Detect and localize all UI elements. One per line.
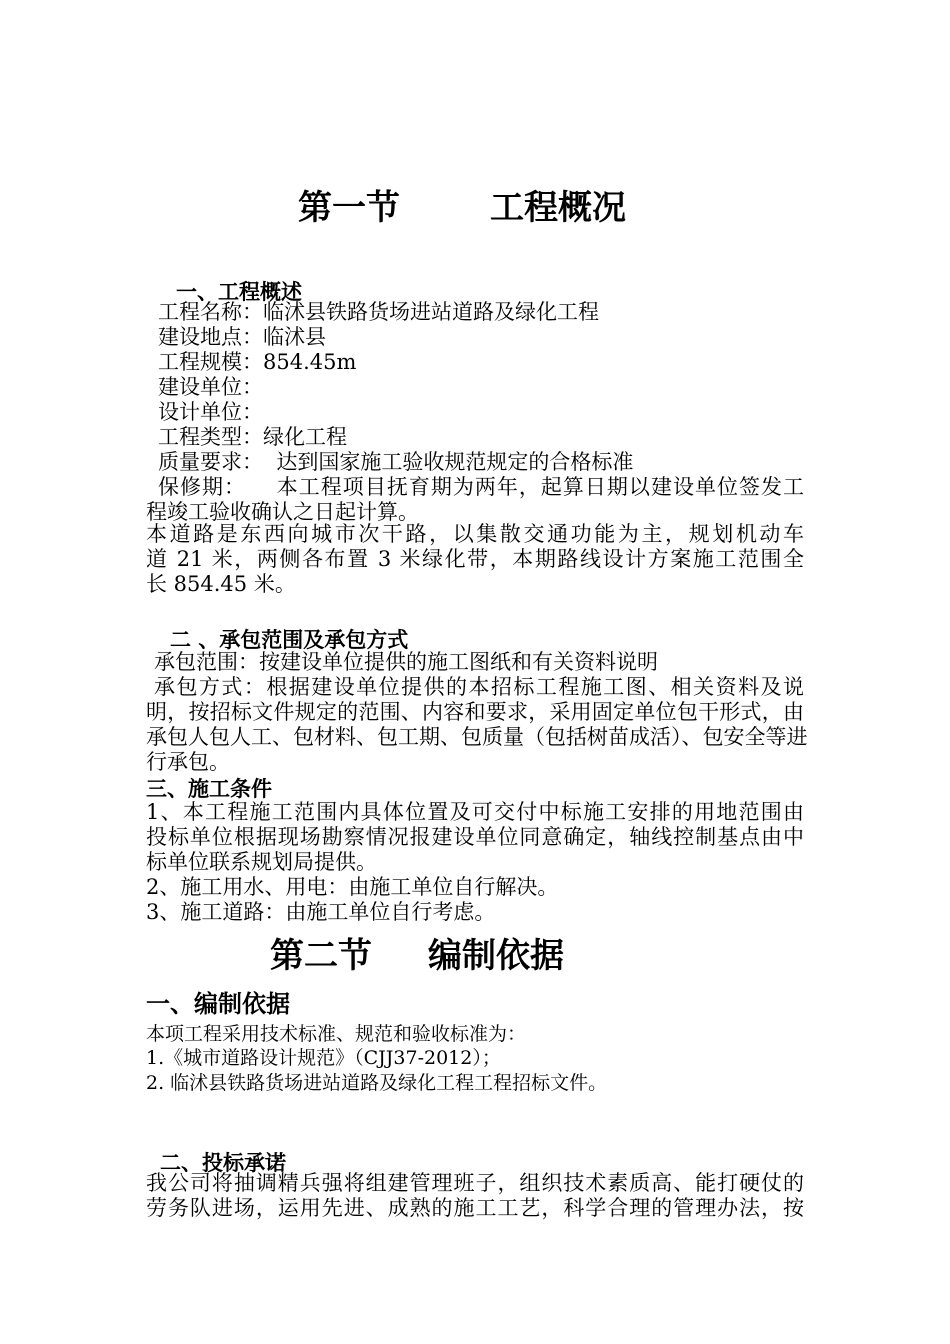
designer-line: 设计单位： bbox=[158, 400, 263, 424]
condition-1-line-1: 1、本工程施工范围内具体位置及可交付中标施工安排的用地范围由 bbox=[146, 800, 804, 824]
heading-basis: 一、编制依据 bbox=[146, 990, 290, 1018]
quality-line: 质量要求： 达到国家施工验收规范规定的合格标准 bbox=[158, 450, 634, 474]
section-1-title: 工程概况 bbox=[490, 188, 626, 228]
scale-line: 工程规模：854.45m bbox=[158, 350, 357, 374]
basis-item-2: 2. 临沭县铁路货场进站道路及绿化工程工程招标文件。 bbox=[146, 1072, 608, 1094]
location-line: 建设地点：临沭县 bbox=[158, 325, 326, 349]
section-2-title: 编制依据 bbox=[428, 936, 564, 976]
condition-1-line-2: 投标单位根据现场勘察情况报建设单位同意确定，轴线控制基点由中 bbox=[146, 825, 804, 849]
heading-project-overview: 一、工程概述 bbox=[176, 280, 302, 304]
heading-construction-conditions: 三、施工条件 bbox=[146, 777, 272, 801]
method-line-4: 行承包。 bbox=[146, 750, 230, 774]
heading-bid-commitment: 二、投标承诺 bbox=[160, 1151, 286, 1175]
warranty-line: 保修期： 本工程项目抚育期为两年，起算日期以建设单位签发工 bbox=[158, 475, 804, 499]
commitment-line-1: 我公司将抽调精兵强将组建管理班子，组织技术素质高、能打硬仗的 bbox=[146, 1171, 804, 1195]
project-name-line: 工程名称：临沭县铁路货场进站道路及绿化工程 bbox=[158, 300, 599, 324]
basis-item-1: 1.《城市道路设计规范》（CJJ37-2012）； bbox=[146, 1047, 501, 1069]
owner-line: 建设单位： bbox=[158, 375, 263, 399]
condition-2-line: 2、施工用水、用电：由施工单位自行解决。 bbox=[146, 875, 559, 899]
commitment-line-2: 劳务队进场，运用先进、成熟的施工工艺，科学合理的管理办法，按 bbox=[146, 1196, 804, 1220]
condition-3-line: 3、施工道路：由施工单位自行考虑。 bbox=[146, 900, 496, 924]
basis-intro-line: 本项工程采用技术标准、规范和验收标准为： bbox=[146, 1023, 527, 1045]
condition-1-line-3: 标单位联系规划局提供。 bbox=[146, 850, 377, 874]
heading-contract-scope: 二 、承包范围及承包方式 bbox=[170, 628, 409, 652]
section-2-number: 第二节 bbox=[270, 936, 372, 976]
method-line-3: 承包人包人工、包材料、包工期、包质量（包括树苗成活）、包安全等进 bbox=[146, 725, 808, 749]
type-line: 工程类型：绿化工程 bbox=[158, 425, 347, 449]
method-line-1: 承包方式：根据建设单位提供的本招标工程施工图、相关资料及说 bbox=[154, 675, 804, 699]
road-desc-line-2: 道 21 米，两侧各布置 3 米绿化带，本期路线设计方案施工范围全 bbox=[146, 547, 804, 571]
road-desc-line-1: 本道路是东西向城市次干路，以集散交通功能为主，规划机动车 bbox=[146, 522, 804, 546]
scope-line: 承包范围：按建设单位提供的施工图纸和有关资料说明 bbox=[154, 650, 658, 674]
warranty-line-cont: 程竣工验收确认之日起计算。 bbox=[146, 500, 419, 524]
road-desc-line-3: 长 854.45 米。 bbox=[146, 572, 296, 596]
section-1-number: 第一节 bbox=[298, 188, 400, 228]
method-line-2: 明，按招标文件规定的范围、内容和要求，采用固定单位包干形式，由 bbox=[146, 700, 804, 724]
